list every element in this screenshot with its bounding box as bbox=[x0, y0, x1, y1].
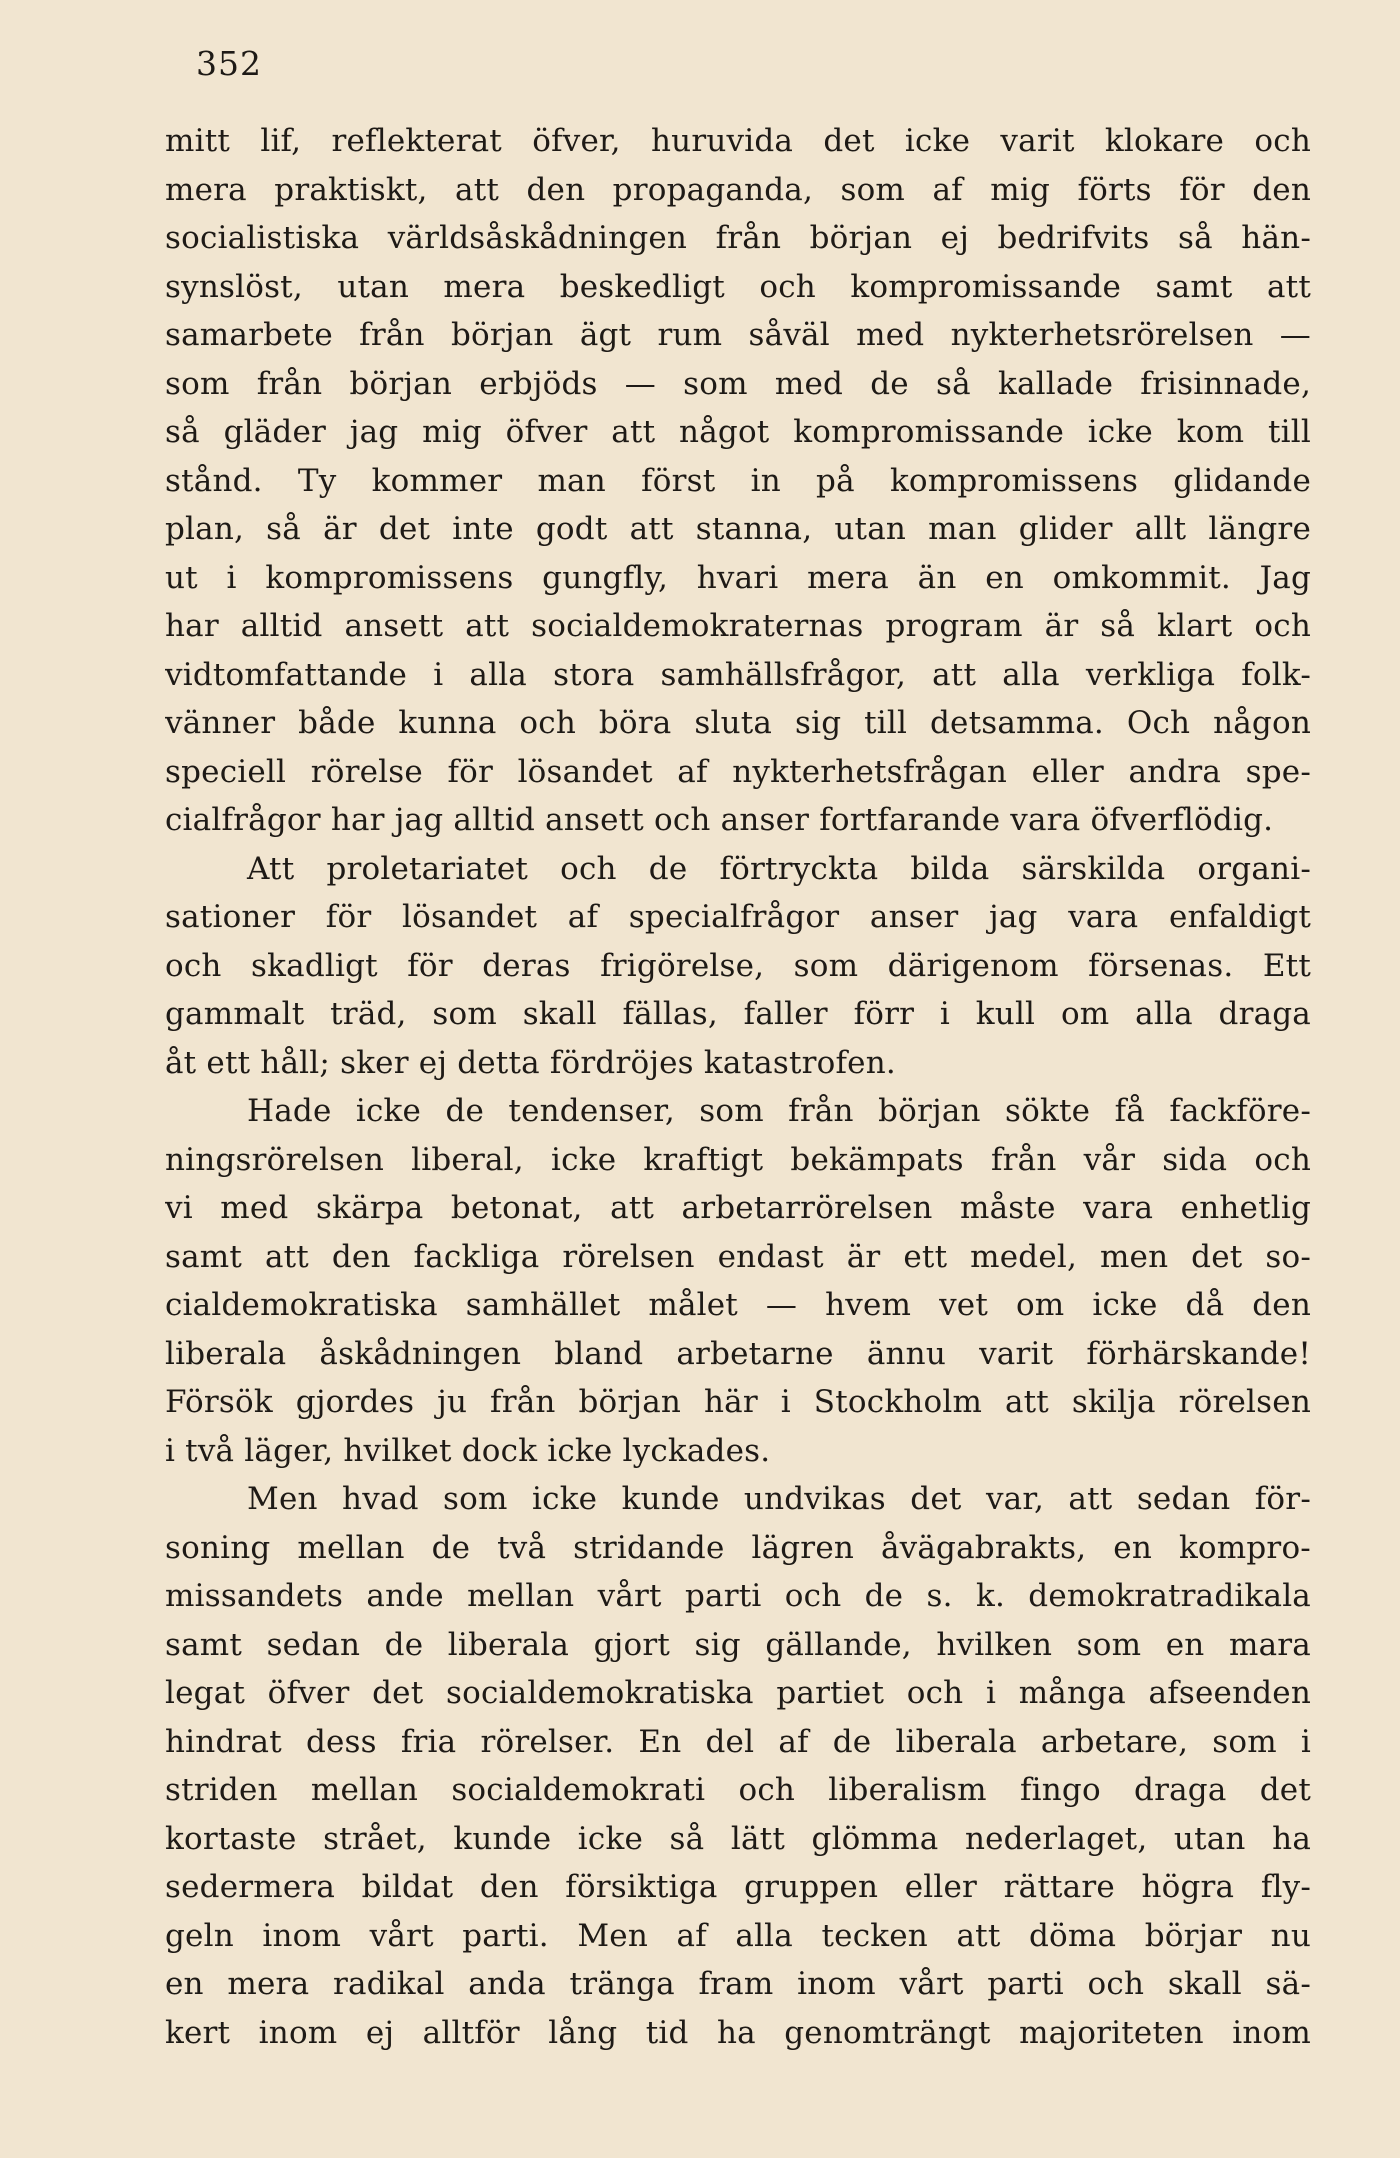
paragraph bbox=[165, 1087, 1311, 1475]
paragraph bbox=[165, 1475, 1311, 2057]
text-line: sedermera bildat den försiktiga gruppen eller rättare högra fly- bbox=[165, 1869, 1311, 1905]
text-line: gammalt träd, som skall fällas, faller förr i kull om alla draga bbox=[165, 996, 1311, 1032]
text-line: samarbete från början ägt rum såväl med nykterhetsrörelsen — bbox=[165, 317, 1311, 353]
paragraph bbox=[165, 117, 1311, 845]
text-line: Men hvad som icke kunde undvikas det var, att sedan för- bbox=[247, 1481, 1311, 1517]
text-line: har alltid ansett att socialdemokraternas program är så klart och bbox=[165, 608, 1311, 644]
text-line: vi med skärpa betonat, att arbetarrörelsen måste vara enhetlig bbox=[165, 1190, 1311, 1226]
text-line: och skadligt för deras frigörelse, som därigenom försenas. Ett bbox=[165, 947, 1311, 984]
text-line: ningsrörelsen liberal, icke kraftigt bekämpats från vår sida och bbox=[165, 1141, 1311, 1178]
text-line: vänner både kunna och böra sluta sig till detsamma. Och någon bbox=[165, 705, 1311, 741]
text-line: liberala åskådningen bland arbetarne ännu varit förhärskande! bbox=[165, 1335, 1311, 1372]
text-line: mera praktiskt, att den propaganda, som af mig förts för den bbox=[165, 171, 1311, 208]
text-line: stånd. Ty kommer man först in på kompromissens glidande bbox=[165, 462, 1311, 499]
text-line: ut i kompromissens gungfly, hvari mera än en omkommit. Jag bbox=[165, 559, 1311, 596]
text-line: sationer för lösandet af specialfrågor anser jag vara enfaldigt bbox=[165, 899, 1311, 935]
text-line: geln inom vårt parti. Men af alla tecken att döma börjar nu bbox=[165, 1917, 1311, 1954]
text-line: så gläder jag mig öfver att något kompromissande icke kom till bbox=[165, 414, 1311, 450]
text-line: Att proletariatet och de förtryckta bilda särskilda organi- bbox=[247, 850, 1311, 887]
text-line: kert inom ej alltför lång tid ha genomträngt majoriteten inom bbox=[165, 2014, 1311, 2051]
page-number: 352 bbox=[196, 44, 262, 83]
text-line: socialistiska världsåskådningen från början ej bedrifvits så hän- bbox=[165, 220, 1311, 256]
text-line: i två läger, hvilket dock icke lyckades. bbox=[165, 1432, 771, 1469]
text-line: legat öfver det socialdemokratiska partiet och i många afseenden bbox=[165, 1675, 1311, 1711]
text-line: cialdemokratiska samhället målet — hvem vet om icke då den bbox=[165, 1287, 1311, 1323]
body-text bbox=[165, 117, 1311, 2057]
text-line: speciell rörelse för lösandet af nykterhetsfrågan eller andra spe- bbox=[165, 753, 1311, 790]
text-line: kortaste strået, kunde icke så lätt glömma nederlaget, utan ha bbox=[165, 1820, 1311, 1857]
text-line: plan, så är det inte godt att stanna, utan man glider allt längre bbox=[165, 511, 1311, 547]
text-line: cialfrågor har jag alltid ansett och anser fortfarande vara öfverflödig. bbox=[165, 802, 1274, 838]
text-line: missandets ande mellan vårt parti och de s. k. demokratradikala bbox=[165, 1578, 1311, 1614]
text-line: som från början erbjöds — som med de så kallade frisinnade, bbox=[165, 365, 1311, 402]
text-line: samt att den fackliga rörelsen endast är ett medel, men det so- bbox=[165, 1238, 1311, 1275]
text-line: synslöst, utan mera beskedligt och kompromissande samt att bbox=[165, 268, 1311, 305]
text-line: åt ett håll; sker ej detta fördröjes katastrofen. bbox=[165, 1044, 896, 1081]
text-line: soning mellan de två stridande lägren åvägabrakts, en kompro- bbox=[165, 1529, 1311, 1566]
text-line: Försök gjordes ju från början här i Stockholm att skilja rörelsen bbox=[165, 1384, 1311, 1420]
text-line: mitt lif, reflekterat öfver, huruvida det icke varit klokare och bbox=[165, 123, 1311, 159]
text-line: en mera radikal anda tränga fram inom vårt parti och skall sä- bbox=[165, 1966, 1311, 2002]
text-line: hindrat dess fria rörelser. En del af de liberala arbetare, som i bbox=[165, 1723, 1311, 1760]
text-line: vidtomfattande i alla stora samhällsfrågor, att alla verkliga folk- bbox=[165, 656, 1311, 693]
paragraph bbox=[165, 845, 1311, 1088]
text-line: striden mellan socialdemokrati och liberalism fingo draga det bbox=[165, 1772, 1311, 1808]
text-line: samt sedan de liberala gjort sig gällande, hvilken som en mara bbox=[165, 1626, 1311, 1663]
text-line: Hade icke de tendenser, som från början sökte få fackföre- bbox=[247, 1093, 1311, 1129]
